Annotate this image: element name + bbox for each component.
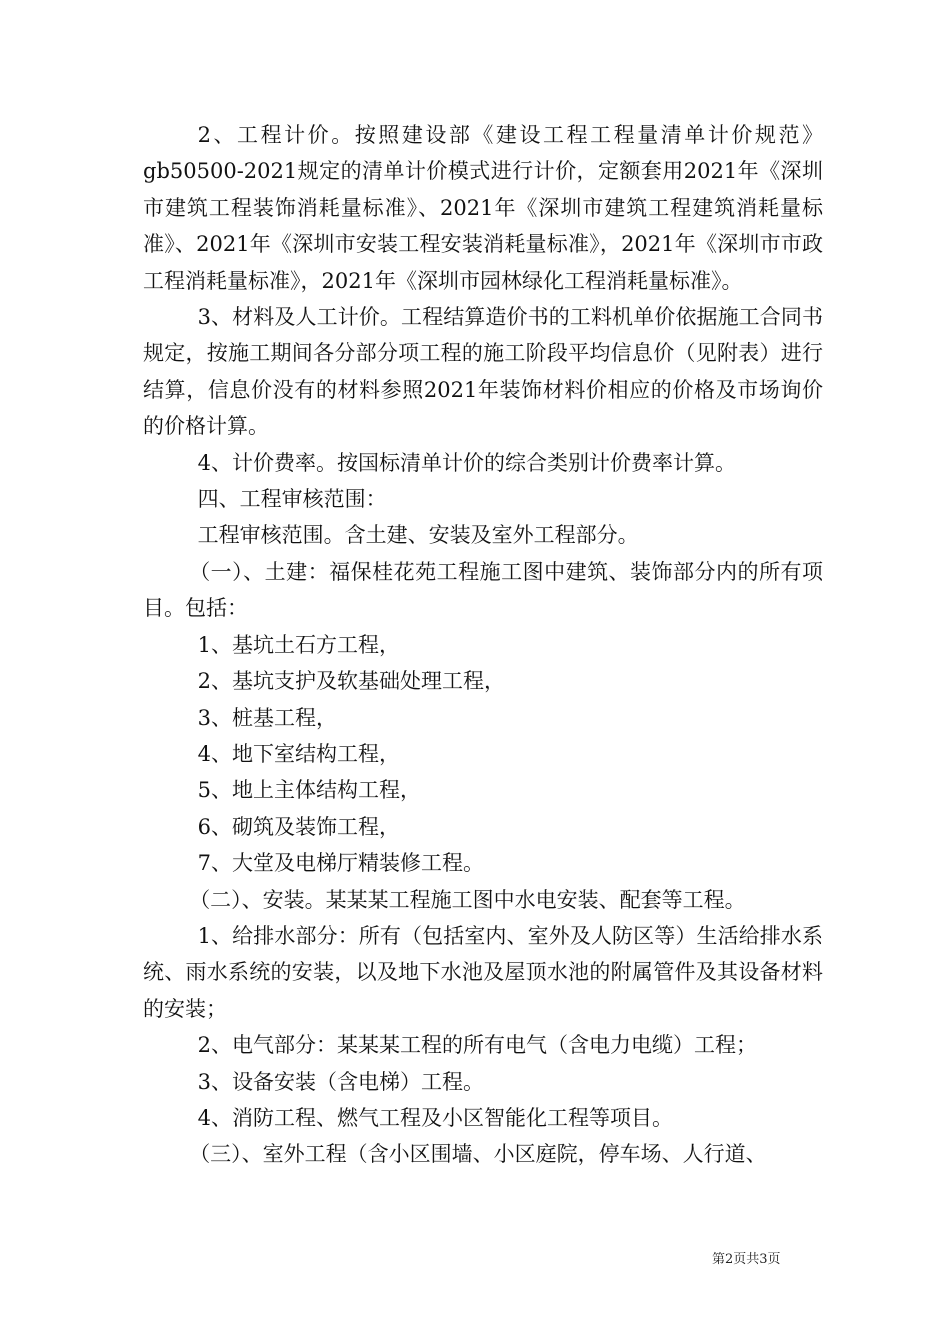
paragraph-audit-scope: 工程审核范围。含土建、安装及室外工程部分。 [197,523,639,548]
list-item: 3、设备安装（含电梯）工程。 [197,1069,484,1094]
page-number: 第2页共3页 [712,1252,781,1267]
list-item: 2、基坑支护及软基础处理工程， [197,669,505,694]
list-item: 1、基坑土石方工程， [197,632,400,657]
paragraph-water-supply: 1、给排水部分：所有（包括室内、室外及人防区等）生活给排水系统、雨水系统的安装，以及地下水池及屋顶水池的附属管件及其设备材料的安装； [143,923,823,1021]
list-item: 5、地上主体结构工程， [197,778,421,803]
paragraph-pricing: 2、工程计价。按照建设部《建设工程工程量清单计价规范》gb50500-2021规定的清单计价模式进行计价，定额套用2021年《深圳市建筑工程装饰消耗量标准》、2021年《深圳市建筑工程建筑消耗量标准》、2021年《深圳市安装工程安装消耗量标准》，2021年《深圳市市政工程消耗量标准》，2021年《深圳市园林绿化工程消耗量标准》。 [143,123,823,293]
subsection-civil: （一）、土建：福保桂花苑工程施工图中建筑、装饰部分内的所有项目。包括： [143,559,823,621]
list-item: 7、大堂及电梯厅精装修工程。 [197,851,484,876]
paragraph-fee-rate: 4、计价费率。按国标清单计价的综合类别计价费率计算。 [197,450,736,475]
section-heading-audit-scope: 四、工程审核范围： [197,487,387,512]
list-item: 2、电气部分：某某某工程的所有电气（含电力电缆）工程； [197,1033,757,1058]
list-item: 3、桩基工程， [197,705,337,730]
list-item: 4、消防工程、燃气工程及小区智能化工程等项目。 [197,1105,673,1130]
subsection-outdoor: （三）、室外工程（含小区围墙、小区庭院，停车场、人行道、 [189,1142,767,1167]
subsection-installation: （二）、安装。某某某工程施工图中水电安装、配套等工程。 [189,887,746,912]
document-body [143,117,823,1173]
paragraph-material-pricing: 3、材料及人工计价。工程结算造价书的工料机单价依据施工合同书规定，按施工期间各分部分项工程的施工阶段平均信息价（见附表）进行结算，信息价没有的材料参照2021年装饰材料价相应的价格及市场询价的价格计算。 [143,305,823,439]
list-item: 6、砌筑及装饰工程， [197,814,400,839]
list-item: 4、地下室结构工程， [197,741,400,766]
